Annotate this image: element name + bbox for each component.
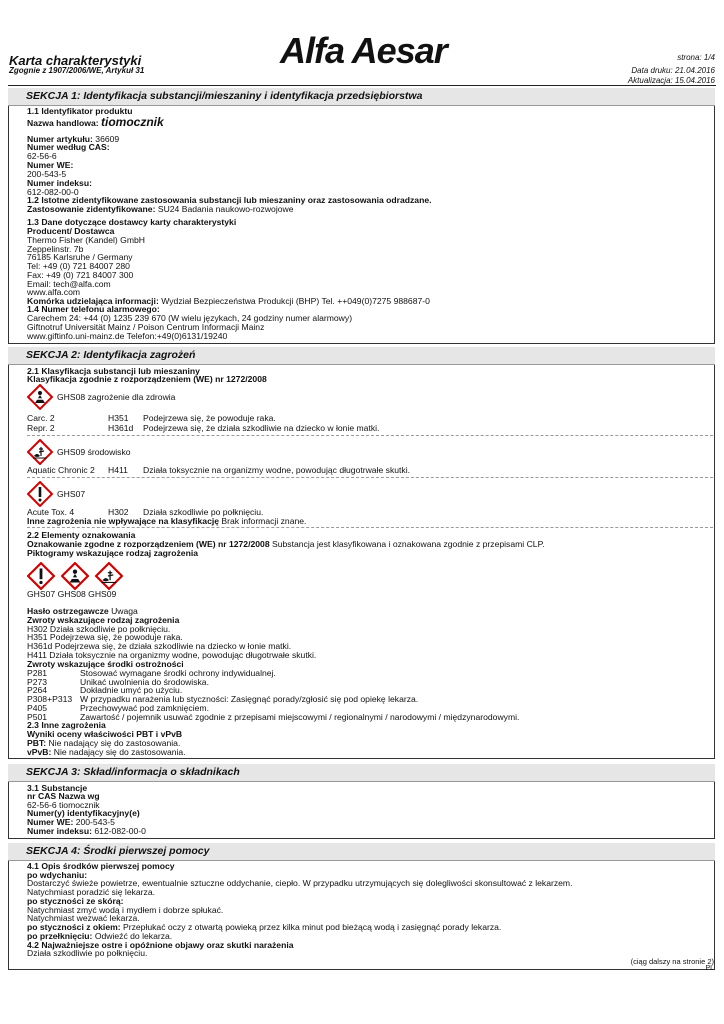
section-4-title: SEKCJA 4: Środki pierwszej pomocy (26, 845, 210, 857)
hazard-statement: H351 Podejrzewa się, że powoduje raka. (27, 632, 183, 642)
cas-head: nr CAS Nazwa wg (27, 791, 100, 801)
section-1-title: SEKCJA 1: Identyfikacja substancji/mieszaniny i identyfikacja przedsiębiorstwa (26, 90, 423, 102)
address-line: Zeppelinstr. 7b (27, 244, 84, 254)
use-label: Zastosowanie zidentyfikowane: (27, 204, 156, 214)
other-hazards-value: Brak informacji znane. (221, 516, 307, 526)
exclamation-icon (27, 562, 55, 590)
skin-text: Natychmiast zmyć wodą i mydłem i dobrze spłukać. (27, 905, 224, 915)
pbt-value: Nie nadający się do zastosowania. (48, 738, 181, 748)
environment-icon (95, 562, 123, 590)
hazard-text: Działa szkodliwie po połknięciu. (143, 507, 264, 517)
precaution-text: Unikać uwolnienia do środowiska. (80, 677, 209, 687)
index-value: 612-082-00-0 (27, 187, 79, 197)
s3-index-value: 612-082-00-0 (94, 826, 146, 836)
emergency-line: Giftnotruf Universität Mainz / Poison Centrum Informacji Mainz (27, 322, 265, 332)
s4-4-2-value: Działa szkodliwie po połknięciu. (27, 948, 148, 958)
hazard-code: H351 (108, 413, 129, 423)
address-line: Tel: +49 (0) 721 84007 280 (27, 261, 130, 271)
eye-label: po styczności z okiem: (27, 922, 121, 932)
section-2-header (8, 347, 715, 365)
s3-we-label: Numer WE: (27, 817, 74, 827)
ident-label: Numer(y) identyfikacyjny(e) (27, 808, 140, 818)
ghs09-label: GHS09 środowisko (57, 447, 131, 457)
skin-label: po styczności ze skórą: (27, 896, 124, 906)
hazard-class: Carc. 2 (27, 413, 55, 423)
hazard-statement: H411 Działa toksycznie na organizmy wodne, powodując długotrwałe skutki. (27, 650, 317, 660)
other-hazards-label: Inne zagrożenia nie wpływające na klasyfikację (27, 516, 220, 526)
we-value: 200-543-5 (27, 169, 67, 179)
inhalation-label: po wdychaniu: (27, 870, 88, 880)
signal-word-label: Hasło ostrzegawcze (27, 606, 109, 616)
labelling-value: Substancja jest klasyfikowana i oznakowana zgodnie z przepisami CLP. (271, 539, 545, 549)
address-line: Fax: +49 (0) 721 84007 300 (27, 270, 134, 280)
s1-1-3: 1.3 Dane dotyczące dostawcy karty charakterystyki (27, 217, 237, 227)
print-date: Data druku: 21.04.2016 (631, 66, 715, 75)
section-3-header (8, 764, 715, 782)
producer-label: Producent/ Dostawca (27, 226, 115, 236)
precaution-code: P405 (27, 703, 48, 713)
info-label: Komórka udzielająca informacji: (27, 296, 159, 306)
precaution-code: P273 (27, 677, 48, 687)
precaution-text: Zawartość / pojemnik usuwać zgodnie z przepisami miejscowymi / regionalnymi / narodowymi / międzynarodowymi. (80, 712, 520, 722)
pbt-label: PBT: (27, 738, 47, 748)
language-code: PL (705, 965, 714, 972)
inhalation-text: Natychmiast poradzić się lekarza. (27, 887, 155, 897)
use-value: SU24 Badania naukowo-rozwojowe (157, 204, 294, 214)
s3-we-value: 200-543-5 (75, 817, 115, 827)
precaution-label: Zwroty wskazujące środki ostrożności (27, 659, 184, 669)
emergency-line: Carechem 24: +44 (0) 1235 239 670 (W wielu językach, 24 godziny numer alarmowy) (27, 313, 353, 323)
section-3-title: SEKCJA 3: Skład/informacja o składnikach (26, 766, 240, 778)
cas-label: Numer według CAS: (27, 142, 110, 152)
hazard-text: Podejrzewa się, że działa szkodliwie na dziecko w łonie matki. (143, 423, 380, 433)
ghs08-label: GHS08 zagrożenie dla zdrowia (57, 392, 176, 402)
index-label: Numer indeksu: (27, 178, 92, 188)
ingestion-value: Odwieźć do lekarza. (94, 931, 173, 941)
hazard-statements-label: Zwroty wskazujące rodzaj zagrożenia (27, 615, 180, 625)
trade-name-value: tiomocznik (101, 115, 164, 129)
vpvb-label: vPvB: (27, 747, 52, 757)
precaution-code: P281 (27, 668, 48, 678)
s2-classification: Klasyfikacja zgodnie z rozporządzeniem (WE) nr 1272/2008 (27, 374, 267, 384)
email-line: Email: tech@alfa.com (27, 279, 111, 289)
hazard-class: Acute Tox. 4 (27, 507, 75, 517)
health-hazard-icon (27, 384, 53, 410)
skin-text: Natychmiast wezwać lekarza. (27, 913, 140, 923)
article-value: 36609 (95, 134, 120, 144)
s3-index-label: Numer indeksu: (27, 826, 92, 836)
brand-logo: Alfa Aesar (280, 30, 447, 71)
divider (27, 527, 713, 528)
hazard-text: Podejrzewa się, że powoduje raka. (143, 413, 276, 423)
emergency-line: www.giftinfo.uni-mainz.de Telefon:+49(0)6131/19240 (27, 331, 228, 341)
cas-value: 62-56-6 (27, 151, 57, 161)
s1-1-1: 1.1 Identyfikator produktu (27, 106, 133, 116)
divider (27, 435, 713, 436)
precaution-code: P264 (27, 685, 48, 695)
we-label: Numer WE: (27, 160, 74, 170)
health-hazard-icon (61, 562, 89, 590)
page-number: strona: 1/4 (677, 53, 715, 62)
update-date: Aktualizacja: 15.04.2016 (627, 76, 715, 85)
website-line: www.alfa.com (27, 287, 81, 297)
info-value: Wydział Bezpieczeństwa Produkcji (BHP) Tel. ++049(0)7275 988687-0 (161, 296, 430, 306)
cas-line: 62-56-6 tiomocznik (27, 800, 100, 810)
section-2-title: SEKCJA 2: Identyfikacja zagrożeń (26, 349, 196, 361)
pbt-head: Wyniki oceny właściwości PBT i vPvB (27, 729, 183, 739)
hazard-code: H411 (108, 465, 128, 475)
vpvb-value: Nie nadający się do zastosowania. (53, 747, 186, 757)
header-rule (8, 85, 716, 86)
labelling-label: Oznakowanie zgodne z rozporządzeniem (WE) nr 1272/2008 (27, 539, 270, 549)
hazard-class: Aquatic Chronic 2 (27, 465, 95, 475)
hazard-statement: H302 Działa szkodliwie po połknięciu. (27, 624, 171, 634)
hazard-code: H302 (108, 507, 129, 517)
document-title: Karta charakterystyki (9, 53, 142, 68)
exclamation-icon (27, 481, 53, 507)
trade-name-label: Nazwa handlowa: (27, 118, 99, 128)
header-meta (628, 53, 715, 86)
ingestion-label: po przełknięciu: (27, 931, 93, 941)
pictogram-names: GHS07 GHS08 GHS09 (27, 589, 117, 599)
eye-value: Przepłukać oczy z otwartą powieką przez kilka minut pod bieżącą wodą i zasięgnąć porady lekarza. (123, 922, 502, 932)
address-line: Thermo Fisher (Kandel) GmbH (27, 235, 145, 245)
continued-note: (ciąg dalszy na stronie 2) (630, 957, 714, 966)
section-1-header (8, 88, 715, 106)
document-subtitle: Zgognie z 1907/2006/WE, Artykuł 31 (9, 66, 145, 75)
s4-4-2: 4.2 Najważniejsze ostre i opóźnione objawy oraz skutki narażenia (27, 940, 294, 950)
hazard-class: Repr. 2 (27, 423, 55, 433)
precaution-text: Przechowywać pod zamknięciem. (80, 703, 209, 713)
address-line: 76185 Karlsruhe / Germany (27, 252, 133, 262)
precaution-text: Stosować wymagane środki ochrony indywidualnej. (80, 668, 276, 678)
s1-1-4: 1.4 Numer telefonu alarmowego: (27, 304, 160, 314)
s2-2-1: 2.1 Klasyfikacja substancji lub mieszaniny (27, 366, 200, 376)
precaution-code: P501 (27, 712, 48, 722)
ghs07-label: GHS07 (57, 489, 86, 499)
s3-3-1: 3.1 Substancje (27, 783, 88, 793)
hazard-code: H361d (108, 423, 134, 433)
precaution-text: W przypadku narażenia lub styczności: Zasięgnąć porady/zgłosić się pod opiekę lekarza. (80, 694, 419, 704)
article-label: Numer artykułu: (27, 134, 93, 144)
section-4-header (8, 843, 715, 861)
s2-2-2: 2.2 Elementy oznakowania (27, 530, 136, 540)
s2-2-3: 2.3 Inne zagrożenia (27, 720, 106, 730)
precaution-text: Dokładnie umyć po użyciu. (80, 685, 183, 695)
pictograms-label: Piktogramy wskazujące rodzaj zagrożenia (27, 548, 198, 558)
signal-word-value: Uwaga (111, 606, 138, 616)
s1-1-2: 1.2 Istotne zidentyfikowane zastosowania substancji lub mieszaniny oraz zastosowania odradzane. (27, 195, 432, 205)
inhalation-text: Dostarczyć świeże powietrze, ewentualnie sztuczne oddychanie, ciepło. W przypadku utrzymujących się dolegliwości skonsultować z lekarzem. (27, 878, 573, 888)
s4-4-1: 4.1 Opis środków pierwszej pomocy (27, 861, 175, 871)
hazard-text: Działa toksycznie na organizmy wodne, powodując długotrwałe skutki. (143, 465, 411, 475)
environment-icon (27, 439, 53, 465)
divider (27, 477, 713, 478)
precaution-code: P308+P313 (27, 694, 73, 704)
hazard-statement: H361d Podejrzewa się, że działa szkodliwie na dziecko w łonie matki. (27, 641, 292, 651)
